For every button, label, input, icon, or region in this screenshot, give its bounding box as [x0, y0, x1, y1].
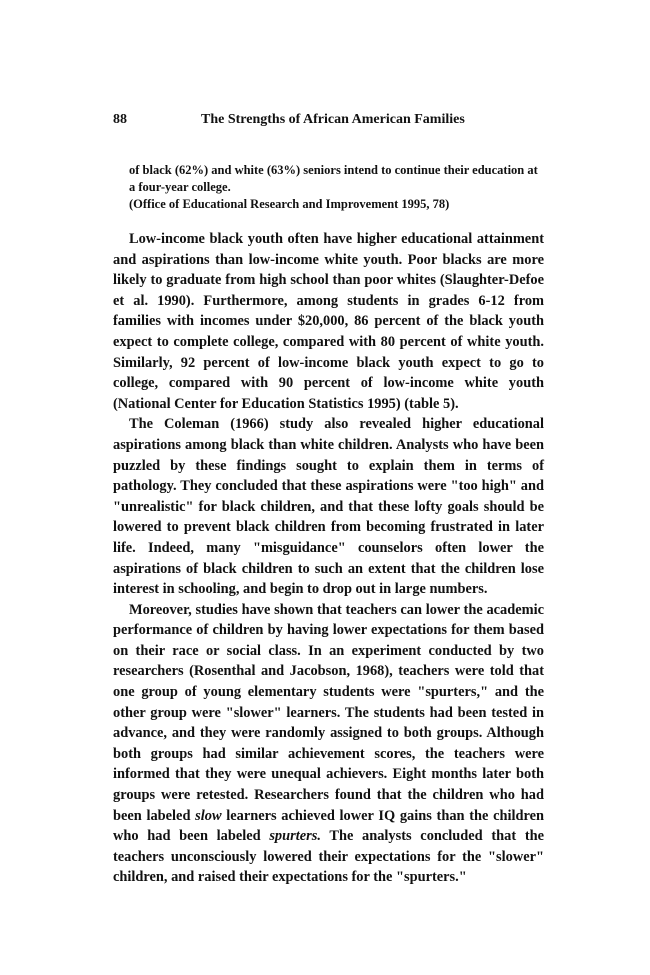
paragraph-3: [113, 600, 544, 888]
paragraph-2: The Coleman (1966) study also revealed higher educational aspirations among black than white children. Analysts who have been puzzled by these findings sought to explain them in terms of pathology. They concluded that these aspirations were "too high" and "unrealistic" for black children, and that these lofty goals should be lowered to prevent black children from becoming frustrated in later life. Indeed, many "misguidance" counselors often lower the aspirations of black children to such an extent that the children lose interest in schooling, and begin to drop out in large numbers.: [113, 416, 544, 598]
page-number: 88: [113, 112, 127, 127]
paragraph-1: Low-income black youth often have higher educational attainment and aspirations than low-income white youth. Poor blacks are more likely to graduate from high school than poor whites (Slaughter-Defoe et al. 1990). Furthermore, among students in grades 6-12 from families with incomes under $20,000, 86 percent of the black youth expect to complete college, compared with 80 percent of white youth. Similarly, 92 percent of low-income black youth expect to go to college, compared with 90 percent of low-income white youth (National Center for Education Statistics 1995) (table 5).: [113, 231, 544, 412]
paragraph-3-part-a: Moreover, studies have shown that teachers can lower the academic performance of children by having lower expectations for them based on their race or social class. In an experiment conducted by two researchers (Rosenthal and Jacobson, 1968), teachers were told that one group of young elementary students were "spurters," and the other group were "slower" learners. The students had been tested in advance, and they were randomly assigned to both groups. Although both groups had similar achievement scores, the teachers were informed that they were unequal achievers. Eight months later both groups were retested. Researchers found that the children who had been labeled: [113, 601, 544, 824]
quote-citation: (Office of Educational Research and Improvement 1995, 78): [129, 197, 450, 211]
quote-text: of black (62%) and white (63%) seniors intend to continue their education at a four-year college.: [129, 163, 538, 194]
block-quote: [129, 162, 543, 213]
paragraph-3-part-c: The analysts concluded that the teachers unconsciously lowered their expectations for the "slower" children, and raised their expectations for the "spurters.": [113, 828, 545, 886]
emphasis-slow: slow: [195, 807, 222, 824]
running-title: The Strengths of African American Families: [201, 112, 465, 127]
paragraph-3-part-b: learners achieved lower IQ gains than the children who had been labeled: [113, 807, 544, 845]
body-text: [113, 229, 544, 888]
running-header: [113, 111, 543, 129]
emphasis-spurters: spurters.: [269, 828, 321, 845]
